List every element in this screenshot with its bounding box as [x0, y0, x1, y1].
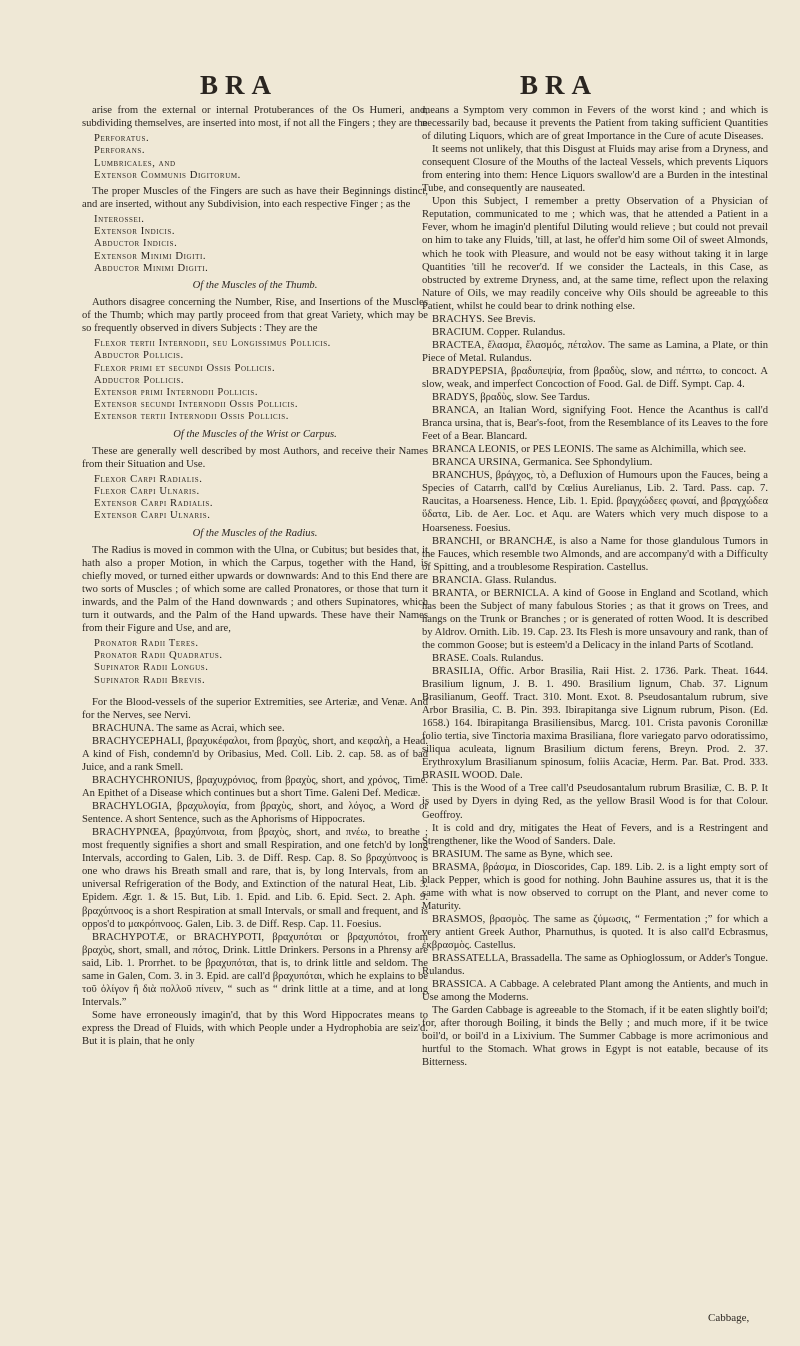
dictionary-entry: BRACHYPNŒA, βραχύπνοια, from βραχὺς, short, and πνέω, to breathe ; most frequently signifies a short and small Respiration, and one fetch'd by long Intervals, according to Galen, Lib. 3. de Diff. Resp. Cap. 8. So βραχύπνοος is one who draws his Breath small and rare, that is, by long Intervals, from an universal Refrigeration of the Body, and Extinction of the natural Heat, Lib. 3. Epidem. Ægr. 1. & 15. But, Lib. 1. Epid. and Lib. 6. Epid. Sect. 2. Aph. 9. βραχύπνοος is a short Respiration at small Intervals, or small and frequent, and is oppos'd to μακρόπνοος. Galen, Lib. 3. de Diff. Resp. Cap. 11. Foesius. [82, 827, 428, 930]
dictionary-entry: BRASIUM. The same as Byne, which see. [432, 848, 613, 860]
dictionary-entry: BRANCA LEONIS, or PES LEONIS. The same as Alchimilla, which see. [432, 444, 747, 456]
muscle-list-item: Extensor Minimi Digiti. [94, 250, 207, 262]
muscle-list [94, 214, 428, 275]
paragraph: Authors disagree concerning the Number, Rise, and Insertions of the Muscles of the Thumb; which may partly proceed from that great Variety, which may be so frequently observed in divers Subjects : They are the [82, 297, 428, 335]
dictionary-entry: BRADYS, βραδὺς, slow. See Tardus. [432, 392, 590, 404]
dictionary-entry: BRACHYS. See Brevis. [432, 313, 536, 325]
running-head-left: BRA [200, 70, 279, 100]
dictionary-entry: BRADYPEPSIA, βραδυπεψία, from βραδὺς, slow, and πέπτω, to concoct. A slow, weak, and imperfect Concoction of Food. Gal. de Diff. Sympt. Cap. 4. [422, 365, 768, 390]
muscle-list-item: Supinator Radii Brevis. [94, 674, 206, 686]
dictionary-entry: BRACTEA, ἔλασμα, ἔλασμός, πέταλον. The same as Lamina, a Plate, or thin Piece of Metal. Rulandus. [422, 339, 768, 364]
muscle-list [94, 338, 428, 423]
left-column [82, 104, 428, 1048]
paragraph: The Radius is moved in common with the Ulna, or Cubitus; but besides that, it hath also a proper Motion, in which the Carpus, together with the Hand, is chiefly moved, or turned either upwards or downwards: And to this End there are two sorts of Muscles ; of which some are called Pronatores, or those that turn it inwards, and the Palm of the Hand downwards ; and others Supinatores, which turn it outwards, and the Palm of the Hand upwards. These have their Names from their Figure and Use, and are, [82, 544, 428, 634]
muscle-list-item: Flexor Carpi Radialis. [94, 473, 203, 485]
dictionary-entry: BRACHYLOGIA, βραχυλογία, from βραχὺς, short, and λόγος, a Word or Sentence. A short Sentence, such as the Aphorisms of Hippocrates. [82, 801, 428, 826]
muscle-list-item: Extensor Indicis. [94, 226, 176, 238]
paragraph: It seems not unlikely, that this Disgust at Fluids may arise from a Dryness, and consequent Closure of the Mouths of the lacteal Vessels, which prevents Liquors from entering into them: Hence Liquors swallow'd are a Burden in the intestinal Tube, and consequently are nauseated. [422, 144, 768, 195]
paragraph: Upon this Subject, I remember a pretty Observation of a Physician of Reputation, communicated to me ; which was, that he attended a Patient in a Fever, whom he imagin'd plentiful Diluting would relieve ; but could not prevail on him to take any Fluids, 'till, at last, he offer'd him some Oil of sweet Almonds, which he took with Pleasure, and would not be easy without taking it in large Quantities 'till he recover'd. If we consider the Lacteals, in this Case, as obstructed by extreme Dryness, and, at the same time, reflect upon the relaxing Nature of Oils, we may readily conceive why Oils should be agreeable to this Patient, whilst he could bear to drink nothing else. [422, 196, 768, 312]
dictionary-entry: BRACHYPOTÆ, or BRACHYPOTI, βραχυπόται or βραχυπότοι, from βραχὺς, short, small, and πότος, Drink. Little Drinkers. Persons in a Phrensy are said, Lib. 1. Prorrhet. to be βραχυπόται, that is, to drink little and seldom. The same in Galen, Com. 3. in 3. Epid. are call'd βραχυπόται, which he explains to be τοῦ ὀλίγον ἢ διὰ πολλοῦ πίνειν, “ such as “ drink little at a time, and at long Intervals.” [82, 931, 428, 1008]
muscle-list [94, 474, 428, 523]
muscle-list-item: Interossei. [94, 214, 145, 225]
muscle-list-item: Extensor Communis Digitorum. [94, 169, 241, 181]
dictionary-entry: BRANCA URSINA, Germanica. See Sphondylium. [432, 457, 653, 469]
dictionary-entry: BRANCA, an Italian Word, signifying Foot. Hence the Acanthus is call'd Branca ursina, that is, Bear's-foot, from the Resemblance of its Leaves to the fore Feet of a Bear. Blancard. [422, 405, 768, 443]
dictionary-entry: BRASE. Coals. Rulandus. [432, 652, 544, 664]
dictionary-entry: BRACHYCEPHALI, βραχυκέφαλοι, from βραχὺς, short, and κεφαλὴ, a Head. A kind of Fish, condemn'd by Oribasius, Med. Coll. Lib. 2. cap. 58. as of bad Juice, and a rank Smell. [82, 735, 428, 773]
muscle-list-item: Lumbricales, and [94, 157, 176, 169]
muscle-list [94, 638, 428, 687]
paragraph: This is the Wood of a Tree call'd Pseudosantalum rubrum Brasiliæ, C. B. P. It is used by Dyers in dying Red, as the yellow Brasil Wood is for that Colour. Geoffroy. [422, 783, 768, 821]
muscle-list-item: Extensor tertii Internodii Ossis Pollicis. [94, 411, 289, 423]
catchword: Cabbage, [708, 1312, 750, 1324]
muscle-list-item: Abductor Minimi Digiti. [94, 262, 209, 274]
dictionary-entry: BRASSATELLA, Brassadella. The same as Ophioglossum, or Adder's Tongue. Rulandus. [422, 953, 768, 978]
muscle-list-item: Abductor Indicis. [94, 238, 178, 250]
dictionary-entry: BRASMA, βράσμα, in Dioscorides, Cap. 189. Lib. 2. is a light empty sort of black Pepper, which is good for nothing. John Bauhine assures us, that it is the same with what is now observed to corrupt on the Plant, and never come to Maturity. [422, 861, 768, 912]
dictionary-entry: BRANCHUS, βράγχος, τὸ, a Defluxion of Humours upon the Fauces, being a Species of Catarrh, call'd by Cœlius Aurelianus, Lib. 2. Tard. Pass. cap. 7. Raucitas, a Hoarseness. Hence, Lib. 1. Epid. βραγχώδεες φωναί, and βραγχώδεα ὕδατα, Lib. de Aer. Loc. et Aqu. are Waters which very much dispose to a Hoarseness. Foesius. [422, 470, 768, 534]
dictionary-entry: BRACHUNA. The same as Acrai, which see. [92, 722, 285, 734]
dictionary-entry: BRANTA, or BERNICLA. A kind of Goose in England and Scotland, which has been the Subject of many fabulous Stories ; as that it grows on Trees, and hangs on the Trunk or Branches ; or is generated of rotten Wood. It is described by Aldrov. Ornith. Lib. 19. Cap. 23. Its Flesh is more unsavoury and rank, than of the common Goose; but is esteem'd a Delicacy in the inland Parts of Scotland. [422, 587, 768, 651]
muscle-list-item: Flexor Carpi Ulnaris. [94, 485, 200, 497]
muscle-list-item: Abductor Pollicis. [94, 350, 184, 362]
muscle-list-item: Supinator Radii Longus. [94, 662, 209, 674]
muscle-list-item: Pronator Radii Teres. [94, 637, 199, 649]
section-subheading: Of the Muscles of the Wrist or Carpus. [173, 428, 337, 440]
dictionary-entry: BRANCIA. Glass. Rulandus. [432, 574, 557, 586]
muscle-list [94, 133, 428, 182]
paragraph: For the Blood-vessels of the superior Extremities, see Arteriæ, and Venæ. And for the Nerves, see Nervi. [82, 696, 428, 721]
paragraph: means a Symptom very common in Fevers of the worst kind ; and which is necessarily bad, because it prevents the Patient from taking sufficient Quantities of diluting Liquors, which are of great Importance in the Cure of acute Diseases. [422, 105, 768, 143]
dictionary-entry: BRASSICA. A Cabbage. A celebrated Plant among the Antients, and much in Use among the Moderns. [422, 979, 768, 1004]
muscle-list-item: Perforans. [94, 145, 146, 157]
muscle-list-item: Pronator Radii Quadratus. [94, 650, 223, 662]
paragraph: The proper Muscles of the Fingers are such as have their Beginnings distinct, and are inserted, without any Subdivision, into each respective Finger ; as the [82, 185, 428, 210]
muscle-list-item: Flexor primi et secundi Ossis Pollicis. [94, 362, 276, 374]
right-column [422, 104, 768, 1069]
muscle-list-item: Extensor Carpi Ulnaris. [94, 510, 211, 522]
running-head-right: BRA [520, 70, 599, 100]
muscle-list-item: Flexor tertii Internodii, seu Longissimus Pollicis. [94, 338, 331, 350]
paragraph: The Garden Cabbage is agreeable to the Stomach, if it be eaten slightly boil'd; for, after thorough Boiling, it binds the Belly ; and much more, if it be twice boil'd, or boil'd in a Lixivium. The Summer Cabbage is more acrimonious and hurtful to the Stomach. What grows in Egypt is not eatable, because of its Bitterness. [422, 1005, 768, 1069]
muscle-list-item: Extensor Carpi Radialis. [94, 498, 214, 510]
paragraph: These are generally well described by most Authors, and receive their Names from their Situation and Use. [82, 445, 428, 470]
section-subheading: Of the Muscles of the Radius. [192, 527, 318, 539]
dictionary-entry: BRANCHI, or BRANCHÆ, is also a Name for those glandulous Tumors in the Fauces, which resemble two Almonds, and are accompany'd with a Difficulty of Spitting, and a troublesome Respiration. Castellus. [422, 535, 768, 573]
dictionary-entry: BRASILIA, Offic. Arbor Brasilia, Raii Hist. 2. 1736. Park. Theat. 1644. Brasilium lignum, J. B. 1. 490. Brasilium lignum, Chab. 37. Lignum Brasilianum, Geoff. Tract. 310. Mont. Exot. 8. Pseudosantalum rubrum, sive Arbor Brasilia, C. B. Pin. 393. Ibirapitanga sive Lignum rubrum, Pison. (Ed. 1658.) 164. Ibirapitanga Brasiliensibus, Marcg. 101. Crista pavonis Coronillæ folio tertia, sive Tinctoria maxima Brasiliana, flore variegato parvo odoratissimo, siliqua aculeata, lignum Brasilium dictum ferens, Breyn. Prod. 2. 37. Erythroxylum Brasilianum spinosum, foliis Acaciæ, Herm. Par. Bat. Prod. 333. BRASIL WOOD. Dale. [422, 666, 768, 782]
paragraph: Some have erroneously imagin'd, that by this Word Hippocrates means to express the Dread of Fluids, with which People under a Hydrophobia are seiz'd. But it is plain, that he only [82, 1009, 428, 1047]
muscle-list-item: Adductor Pollicis. [94, 374, 185, 386]
muscle-list-item: Extensor secundi Internodii Ossis Pollicis. [94, 399, 299, 411]
muscle-list-item: Extensor primi Internodii Pollicis. [94, 387, 259, 399]
paragraph: arise from the external or internal Protuberances of the Os Humeri, and, subdividing themselves, are inserted into most, if not all the Fingers ; they are the [82, 105, 428, 130]
muscle-list-item: Perforatus. [94, 133, 150, 145]
paragraph: It is cold and dry, mitigates the Heat of Fevers, and is a Restringent and Strengthener, like the Wood of Sanders. Dale. [422, 822, 768, 847]
section-subheading: Of the Muscles of the Thumb. [192, 280, 318, 292]
dictionary-entry: BRACIUM. Copper. Rulandus. [432, 326, 566, 338]
dictionary-entry: BRACHYCHRONIUS, βραχυχρόνιος, from βραχὺς, short, and χρόνος, Time. An Epithet of a Disease which continues but a short Time. Galeni Def. Medicæ. [82, 775, 428, 800]
dictionary-entry: BRASMOS, βρασμὸς. The same as ζύμωσις, “ Fermentation ;” for which a very antient Greek Author, Pharnuthus, is quoted. It is also call'd Ecbrasmus, ἐκβρασμὸς. Castellus. [422, 913, 768, 951]
